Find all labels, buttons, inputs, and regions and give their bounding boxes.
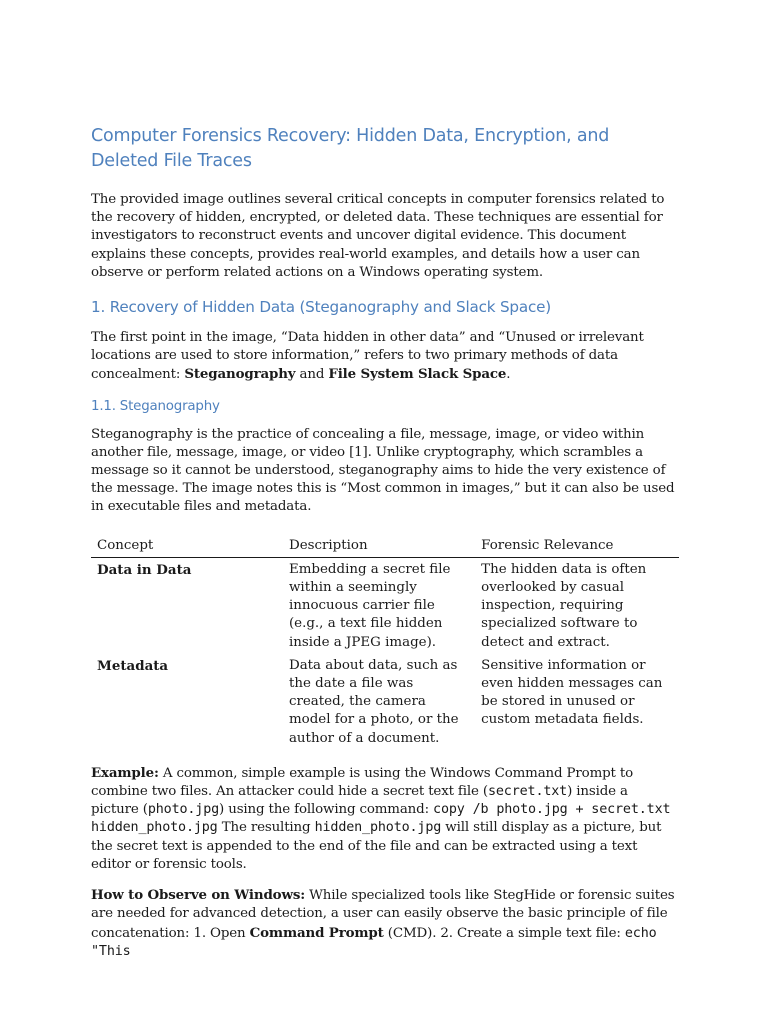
table-row bbox=[91, 557, 679, 654]
slack-space-term: File System Slack Space bbox=[328, 366, 507, 383]
table-cell-relevance: Sensitive information or even hidden messages can be stored in unused or custom metadata fields. bbox=[481, 657, 663, 728]
code-copy-command: copy /b photo.jpg + secret.txt hidden_photo.jpg bbox=[91, 802, 671, 836]
concept-table bbox=[91, 529, 679, 750]
column-header-relevance: Forensic Relevance bbox=[475, 529, 679, 558]
steganography-term: Steganography bbox=[184, 366, 296, 383]
column-header-concept: Concept bbox=[91, 529, 283, 558]
section-1-paragraph: The first point in the image, “Data hidden in other data” and “Unused or irrelevant locations are used to store information,” refers to two primary methods of data concealment: Steganography and File System Slack Space. bbox=[91, 330, 644, 383]
table-cell-description: Data about data, such as the date a file was created, the camera model for a photo, or the author of a document. bbox=[288, 657, 459, 746]
document-page bbox=[91, 118, 679, 973]
code-echo-command: echo "This bbox=[91, 925, 657, 959]
table-cell-description: Embedding a secret file within a seemingly innocuous carrier file (e.g., a text file hidden inside a JPEG image). bbox=[288, 561, 451, 650]
table-cell-concept: Metadata bbox=[97, 657, 169, 674]
intro-paragraph: The provided image outlines several critical concepts in computer forensics related to the recovery of hidden, encrypted, or deleted data. These techniques are essential for investigators to reconstruct events and uncover digital evidence. This document explains these concepts, provides real-world examples, and details how a user can observe or perform related actions on a Windows operating system. bbox=[91, 192, 665, 280]
steganography-paragraph: Steganography is the practice of concealing a file, message, image, or video within another file, message, image, or video [1]. Unlike cryptography, which scrambles a message so it cannot be understood, steganography aims to hide the very existence of the message. The image notes this is “Most common in images,” but it can also be used in executable files and metadata. bbox=[91, 426, 675, 515]
example-label: Example: bbox=[91, 764, 159, 781]
example-paragraph: Example: A common, simple example is using the Windows Command Prompt to combine two files. An attacker could hide a secret text file (secret.txt) inside a picture (photo.jpg) using the following command: copy /b photo.jpg + secret.txt hidden_photo.jpg The resulting hidden_photo.jpg will still display as a picture, but the secret text is appended to the end of the file and can be extracted using a text editor or forensic tools. bbox=[91, 764, 671, 872]
column-header-description: Description bbox=[283, 529, 475, 558]
code-secret-txt: secret.txt bbox=[487, 784, 568, 800]
section-1-heading: 1. Recovery of Hidden Data (Steganography and Slack Space) bbox=[91, 298, 551, 317]
table-header-row bbox=[91, 529, 679, 558]
subsection-1-1-heading: 1.1. Steganography bbox=[91, 398, 220, 414]
table-cell-relevance: The hidden data is often overlooked by casual inspection, requiring specialized software to detect and extract. bbox=[481, 561, 647, 650]
code-hidden-photo: hidden_photo.jpg bbox=[314, 820, 442, 836]
table-row bbox=[91, 654, 679, 750]
observe-paragraph: How to Observe on Windows: While specialized tools like StegHide or forensic suites are needed for advanced detection, a user can easily observe the basic principle of file concatenation: 1. Open Command Prompt (CMD). 2. Create a simple text file: echo "This bbox=[91, 887, 675, 959]
document-title: Computer Forensics Recovery: Hidden Data, Encryption, and Deleted File Traces bbox=[91, 126, 610, 171]
command-prompt-term: Command Prompt bbox=[249, 924, 384, 941]
observe-label: How to Observe on Windows: bbox=[91, 887, 306, 904]
table-cell-concept: Data in Data bbox=[97, 561, 192, 578]
code-photo-jpg: photo.jpg bbox=[147, 802, 220, 818]
